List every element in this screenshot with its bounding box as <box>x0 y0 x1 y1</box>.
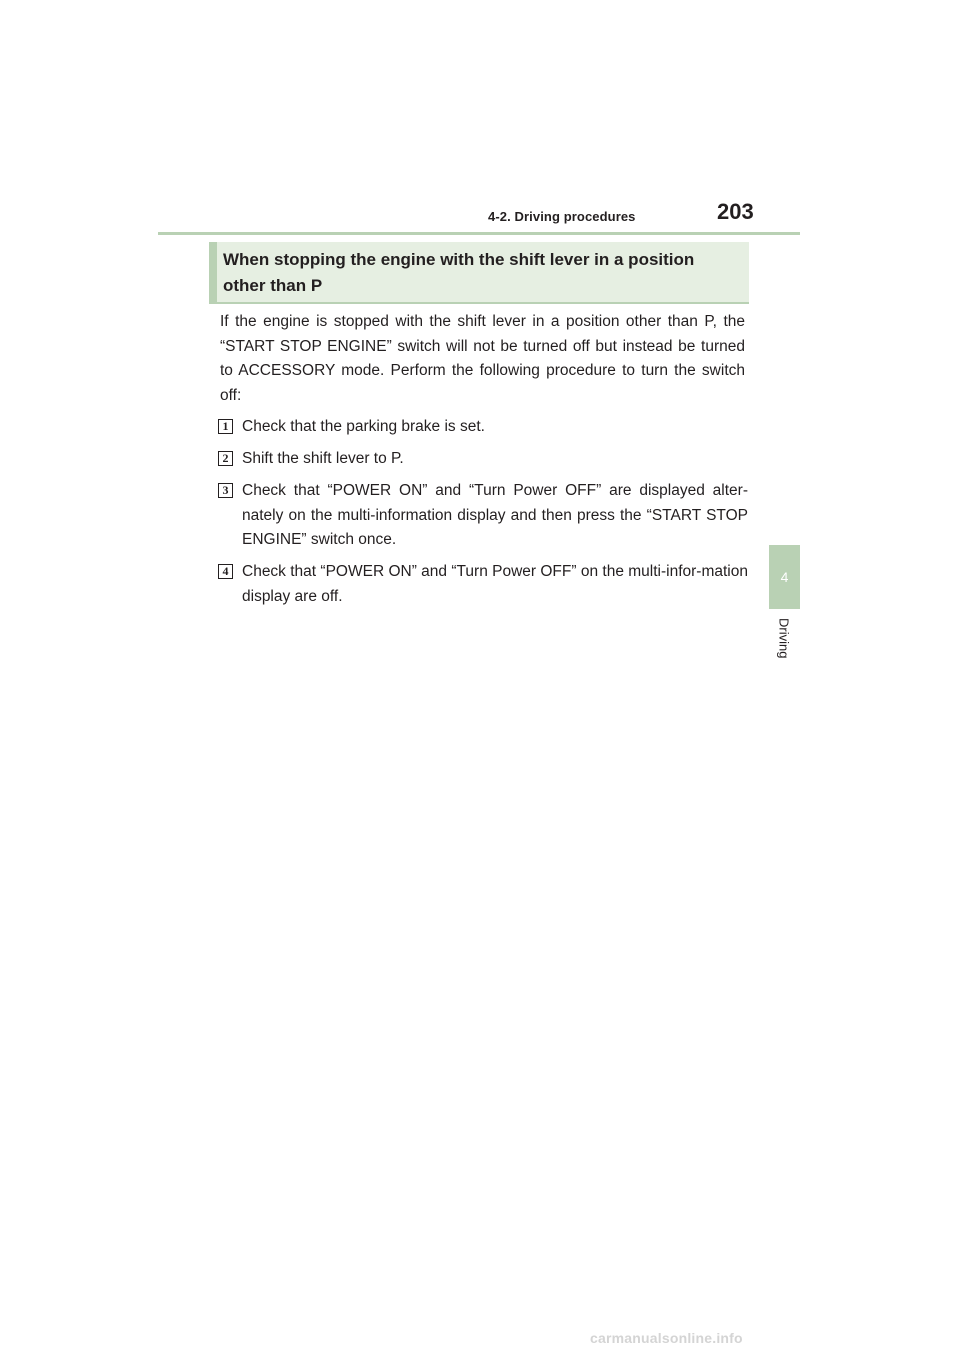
step-text: Check that the parking brake is set. <box>242 418 485 435</box>
section-heading: When stopping the engine with the shift lever in a position other than P <box>223 250 695 295</box>
header-divider <box>158 232 800 235</box>
watermark: carmanualsonline.info <box>590 1330 743 1346</box>
step-text: Shift the shift lever to P. <box>242 450 404 467</box>
step-number-badge: 3 <box>218 483 233 498</box>
header-section-title: 4-2. Driving procedures <box>488 209 636 224</box>
step-text: Check that “POWER ON” and “Turn Power OFF” on the multi-infor-mation display are off. <box>242 563 748 605</box>
step-number-badge: 2 <box>218 451 233 466</box>
step-number-badge: 1 <box>218 419 233 434</box>
chapter-label-text: Driving <box>776 618 792 659</box>
page-number: 203 <box>717 199 754 224</box>
chapter-tab <box>769 545 800 609</box>
step-item <box>218 479 748 553</box>
step-number-badge: 4 <box>218 564 233 579</box>
section-heading-bar <box>209 242 217 302</box>
section-heading-box <box>209 242 749 304</box>
step-item <box>218 447 748 472</box>
chapter-number: 4 <box>780 569 789 585</box>
step-item <box>218 560 748 609</box>
step-item <box>218 415 748 440</box>
chapter-label <box>768 618 800 678</box>
intro-paragraph: If the engine is stopped with the shift lever in a position other than P, the “START STOP ENGINE” switch will not be turned off but instead be turned to ACCESSORY mode. Perform the following procedure to turn the switch off: <box>220 313 745 404</box>
step-text: Check that “POWER ON” and “Turn Power OFF” are displayed alter-nately on the multi-information display and then press the “START STOP ENGINE” switch once. <box>242 482 748 548</box>
